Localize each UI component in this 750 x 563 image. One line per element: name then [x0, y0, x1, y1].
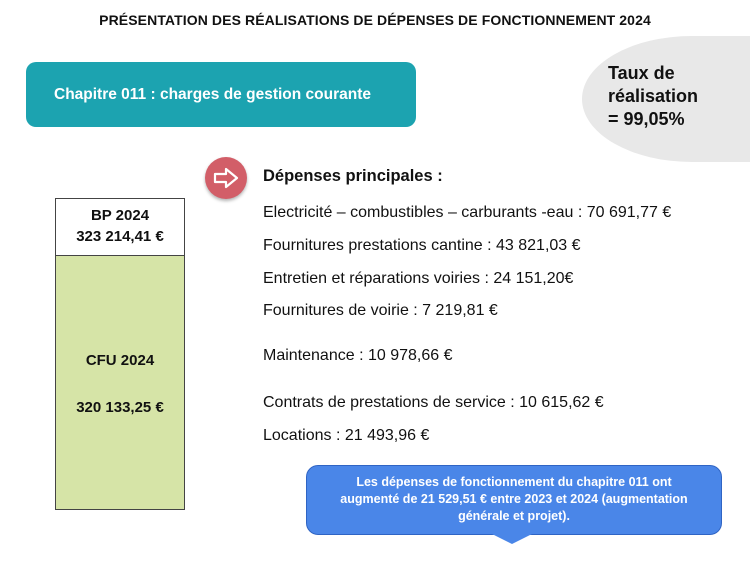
- expense-item: Fournitures prestations cantine : 43 821,03 €: [263, 237, 581, 254]
- bp-label: BP 2024: [90, 207, 150, 224]
- section-heading: Dépenses principales :: [263, 167, 443, 185]
- cfu-box: [55, 256, 185, 510]
- chapter-label: Chapitre 011 : charges de gestion courante: [54, 85, 371, 103]
- bp-box: [55, 198, 185, 256]
- callout-line: générale et projet).: [458, 509, 570, 523]
- expense-item: Maintenance : 10 978,66 €: [263, 347, 453, 364]
- cfu-value: 320 133,25 €: [76, 399, 164, 416]
- callout-line: Les dépenses de fonctionnement du chapitre 011 ont: [356, 475, 672, 489]
- taux-badge: [608, 62, 698, 131]
- summary-callout: [306, 465, 722, 535]
- taux-line-2: réalisation: [608, 86, 699, 106]
- bp-value: 323 214,41 €: [76, 228, 164, 245]
- taux-line-1: Taux de: [608, 63, 675, 83]
- callout-tail: [492, 534, 532, 544]
- expense-item: Locations : 21 493,96 €: [263, 427, 430, 444]
- page-title: PRÉSENTATION DES RÉALISATIONS DE DÉPENSES DE FONCTIONNEMENT 2024: [99, 12, 651, 28]
- callout-line: augmenté de 21 529,51 € entre 2023 et 2024 (augmentation: [340, 492, 688, 506]
- expense-item: Electricité – combustibles – carburants -eau : 70 691,77 €: [263, 204, 672, 221]
- arrow-right-icon: [205, 157, 247, 199]
- expense-item: Entretien et réparations voiries : 24 151,20€: [263, 270, 574, 287]
- taux-value: = 99,05%: [608, 109, 685, 129]
- expense-item: Fournitures de voirie : 7 219,81 €: [263, 302, 498, 319]
- expense-item: Contrats de prestations de service : 10 615,62 €: [263, 394, 604, 411]
- chapter-banner: [26, 62, 416, 127]
- cfu-label: CFU 2024: [85, 352, 155, 369]
